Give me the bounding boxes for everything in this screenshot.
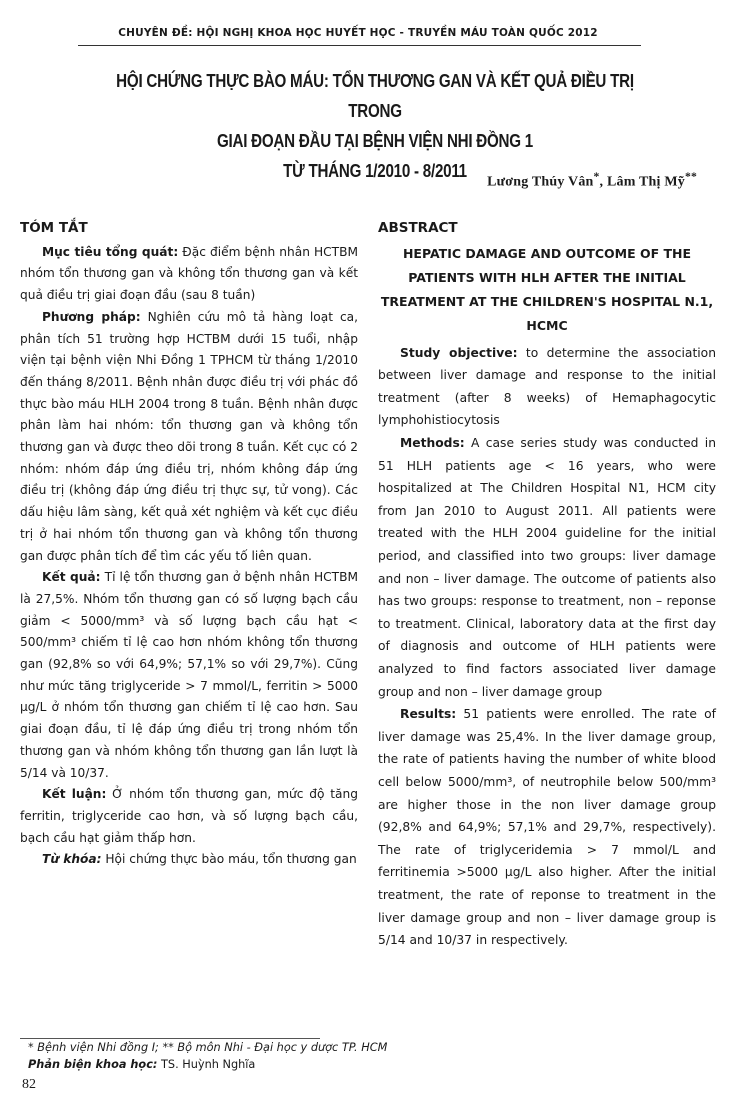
- section-text: to determine the association between liver damage and response to the initial treatment (after 8 weeks) of Hemaphagocytic lymphohistiocytosis: [378, 345, 716, 428]
- section-text: 51 patients were enrolled. The rate of liver damage was 25,4%. In the liver damage group, the rate of patients having the number of white blood cell below 5000/mm³, of neutrophile below 500/mm³ are higher those in the non liver damage group (92,8% and 64,9%; 57,1% and 29,7%, respectively). The rate of triglyceridemia > 7 mmol/L and ferritinemia >5000 µg/L also higher. After the initial treatment, the rate of reponse to treatment in the liver damage group and non – liver damage group is 5/14 and 10/37 in respectively.: [378, 707, 716, 948]
- section-text: A case series study was conducted in 51 HLH patients age < 16 years, who were hospitalized at The Children Hospital N1, HCM city from Jan 2010 to August 2011. All patients were treated with the HLH 2004 guideline for the initial period, and classified into two groups: liver damage and non – liver damage. The outcome of patients also has two groups: response to treatment, non – reponse to treatment. Clinical, laboratory data at the first day of diagnosis and outcome of HLH patients were analyzed to find factors associated liver damage group and non – liver damage group: [378, 436, 716, 699]
- affiliation-mark: **: [684, 170, 697, 183]
- section-text: Nghiên cứu mô tả hàng loạt ca, phân tích 51 trường hợp HCTBM dưới 15 tuổi, nhập viện tại bệnh viện Nhi Đồng 1 TPHCM từ tháng 1/2010 đến tháng 8/2011. Bệnh nhân được điều trị với phác đồ thực bào máu HLH 2004 trong 8 tuần. Bệnh nhân được phân làm hai nhóm: tổn thương gan và không tổn thương gan và được theo dõi trong 8 tuần. Kết cục có 2 nhóm: nhóm đáp ứng điều trị, nhóm không đáp ứng điều trị (không đáp ứng điều trị thực sự, tử vong). Các dấu hiệu lâm sàng, kết quả xét nghiệm và kết cục điều trị ở hai nhóm tổn thương gan và không tổn thương gan được phân tích để tìm các yếu tố liên quan.: [20, 309, 358, 563]
- title-line-3: TỪ THÁNG 1/2010 - 8/2011: [283, 160, 467, 181]
- abstract-title: HEPATIC DAMAGE AND OUTCOME OF THE PATIENTS WITH HLH AFTER THE INITIAL TREATMENT AT THE CHILDREN'S HOSPITAL N.1, HCMC: [380, 245, 714, 333]
- section-label: Results:: [400, 707, 457, 722]
- affiliation-mark: *: [593, 170, 600, 183]
- title-line-2: GIAI ĐOẠN ĐẦU TẠI BỆNH VIỆN NHI ĐỒNG 1: [216, 130, 533, 151]
- header-divider: [78, 45, 641, 46]
- footnote-divider: [20, 1038, 320, 1039]
- reviewer-name: TS. Huỳnh Nghĩa: [157, 1058, 256, 1071]
- abstract-heading: ABSTRACT: [378, 220, 458, 236]
- author-separator: ,: [599, 174, 607, 190]
- article-title: [92, 66, 658, 186]
- section-label: Kết quả:: [42, 570, 101, 585]
- abstract-methods: [378, 432, 716, 703]
- section-label: Kết luận:: [42, 787, 107, 802]
- abstract-objective: [378, 342, 716, 432]
- abstract-results: [378, 703, 716, 952]
- affiliation-footnote: * Bệnh viện Nhi đồng I; ** Bộ môn Nhi - Đại học y dược TP. HCM: [28, 1041, 388, 1054]
- section-text: Ở nhóm tổn thương gan, mức độ tăng ferritin, triglyceride cao hơn, và số lượng bạch cầu, bạch cầu hạt giảm thấp hơn.: [20, 787, 358, 845]
- section-label: Phương pháp:: [42, 309, 141, 324]
- author-list: [487, 170, 697, 191]
- vietnamese-summary-column: [20, 218, 358, 871]
- section-label: Study objective:: [400, 345, 518, 360]
- section-text: Tỉ lệ tổn thương gan ở bệnh nhân HCTBM là 27,5%. Nhóm tổn thương gan có số lượng bạch cầu giảm < 5000/mm³ và số lượng bạch cầu hạt < 500/mm³ chiếm tỉ lệ cao hơn nhóm không tổn thương gan (92,8% so với 64,9%; 57,1% so với 29,7%). Cũng như mức tăng triglyceride > 7 mmol/L, ferritin > 5000 µg/L ở nhóm tổn thương gan chiếm tỉ lệ cao hơn. Sau giai đoạn đầu, tỉ lệ đáp ứng điều trị trong nhóm tổn thương gan và nhóm không tổn thương gan lần lượt là 5/14 và 10/37.: [20, 570, 359, 780]
- summary-conclusion: [20, 784, 358, 849]
- summary-keywords: [20, 849, 358, 871]
- author-name: Lâm Thị Mỹ: [606, 174, 685, 190]
- english-abstract-column: [378, 218, 716, 952]
- section-text: Hội chứng thực bào máu, tổn thương gan: [101, 852, 357, 867]
- summary-results: [20, 567, 358, 784]
- section-label: Methods:: [400, 436, 465, 451]
- running-header: CHUYÊN ĐỀ: HỘI NGHỊ KHOA HỌC HUYẾT HỌC - TRUYỀN MÁU TOÀN QUỐC 2012: [118, 27, 598, 39]
- reviewer-line: [28, 1058, 255, 1071]
- page-number: 82: [22, 1077, 36, 1092]
- summary-heading: TÓM TẮT: [20, 220, 88, 236]
- author-name: Lương Thúy Vân: [487, 174, 594, 190]
- reviewer-label: Phản biện khoa học:: [28, 1058, 158, 1071]
- section-label: Từ khóa:: [42, 852, 102, 867]
- section-label: Mục tiêu tổng quát:: [42, 244, 179, 259]
- section-text: Đặc điểm bệnh nhân HCTBM nhóm tổn thương gan và không tổn thương gan và kết quả điều trị giai đoạn đầu (sau 8 tuần): [20, 244, 358, 303]
- summary-objective: [20, 242, 358, 307]
- summary-methods: [20, 307, 358, 567]
- title-line-1: HỘI CHỨNG THỰC BÀO MÁU: TỔN THƯƠNG GAN VÀ KẾT QUẢ ĐIỀU TRỊ TRONG: [116, 70, 634, 121]
